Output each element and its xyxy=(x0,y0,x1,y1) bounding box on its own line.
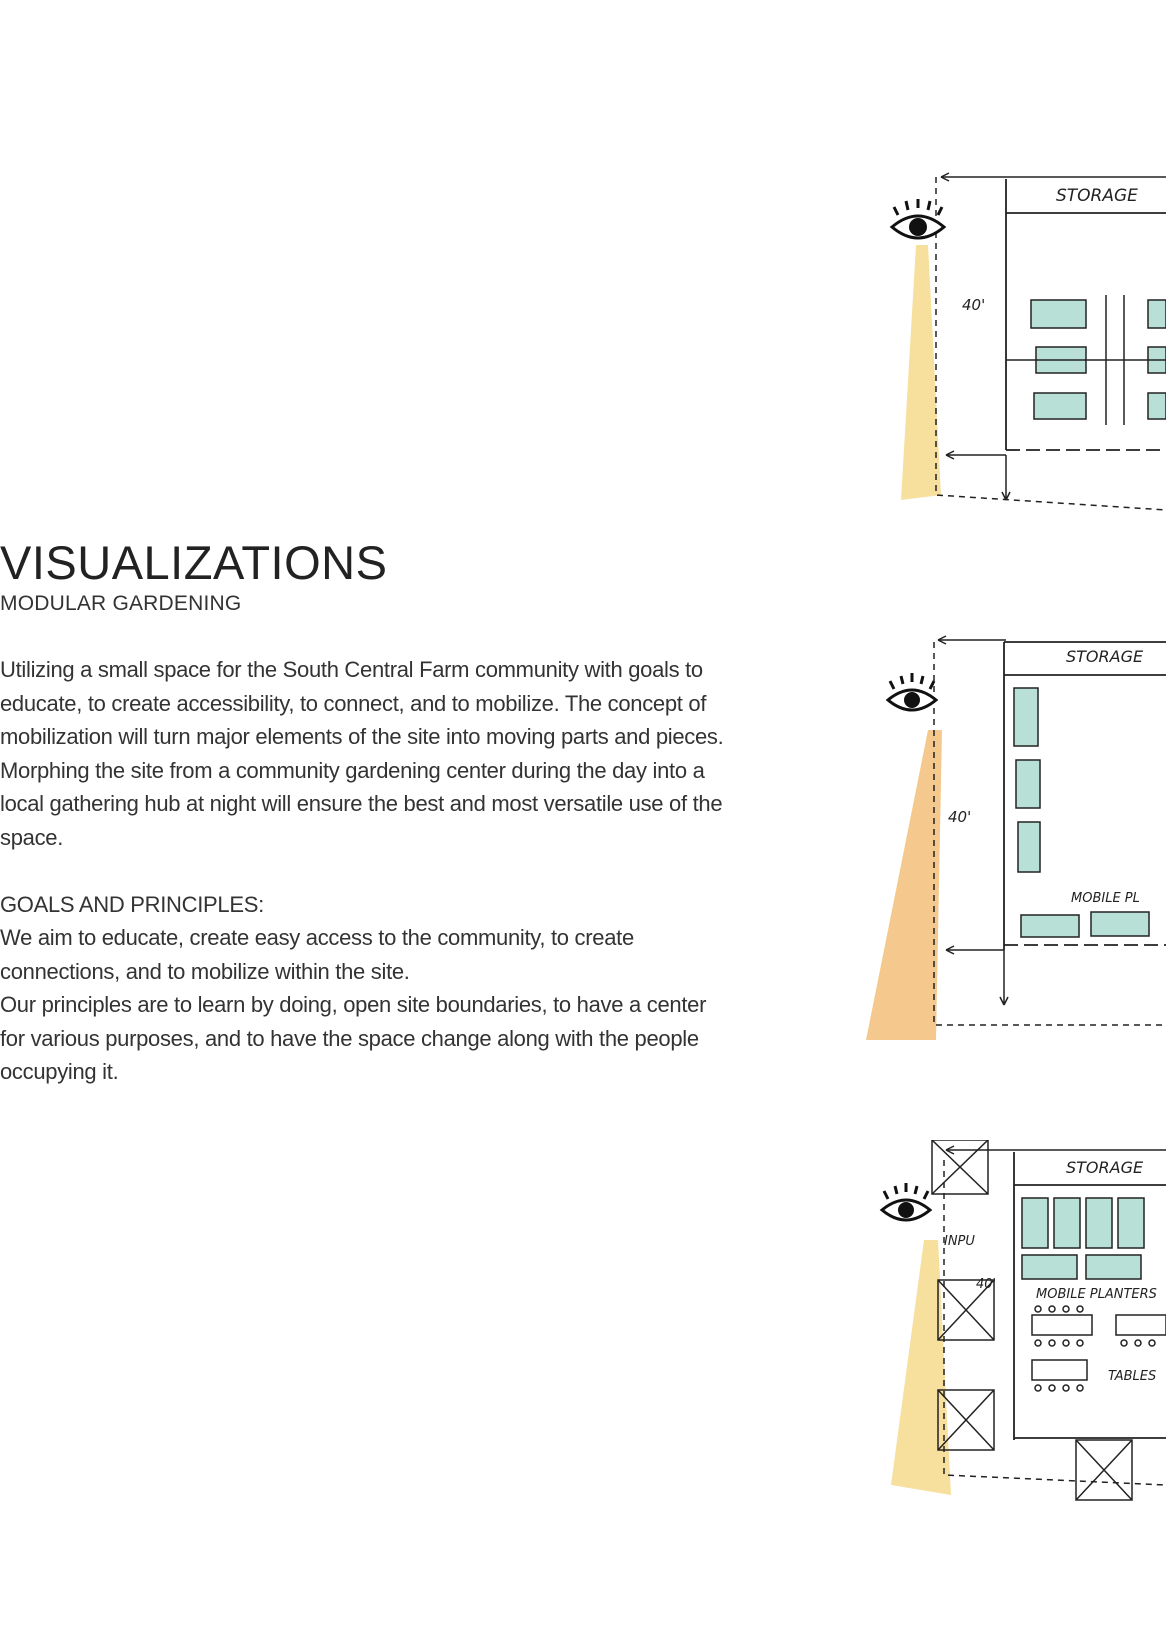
planter-group xyxy=(1022,1198,1144,1279)
entry-label: INPU xyxy=(944,1234,975,1249)
body-text xyxy=(0,653,800,1089)
intro-line: Morphing the site from a community gardening center during the day into a xyxy=(0,757,705,783)
eye-icon xyxy=(888,673,936,710)
planters-label: MOBILE PL xyxy=(1071,891,1140,906)
site-sketch-day xyxy=(866,165,1166,525)
site-sketch-night xyxy=(866,1140,1166,1510)
goals-line: for various purposes, and to have the space change along with the people xyxy=(0,1025,699,1051)
dimension-label: 40' xyxy=(962,296,986,314)
intro-line: local gathering hub at night will ensure the best and most versatile use of the xyxy=(0,791,723,816)
text-column xyxy=(0,535,800,1089)
dimension-label: 40' xyxy=(948,808,972,826)
dimension-label: 40' xyxy=(976,1277,997,1292)
storage-label: STORAGE xyxy=(1066,647,1144,666)
goals-line: Our principles are to learn by doing, open site boundaries, to have a center xyxy=(0,992,707,1017)
intro-line: Utilizing a small space for the South Central Farm community with goals to xyxy=(0,657,703,682)
eye-icon xyxy=(882,1183,930,1220)
eye-light-cone xyxy=(866,730,942,1040)
page-title: VISUALIZATIONS xyxy=(0,536,388,589)
intro-line: educate, to create accessibility, to connect, and to mobilize. The concept of xyxy=(0,690,707,716)
intro-line: mobilization will turn major elements of the site into moving parts and pieces. xyxy=(0,724,724,749)
storage-label: STORAGE xyxy=(1066,1158,1144,1177)
planters-label: MOBILE PLANTERS xyxy=(1036,1287,1157,1302)
eye-light-cone xyxy=(901,245,941,500)
goals-heading: GOALS AND PRINCIPLES: xyxy=(0,891,264,917)
page-subtitle: MODULAR GARDENING xyxy=(0,592,242,615)
goals-line: We aim to educate, create easy access to the community, to create xyxy=(0,925,634,950)
goals-line: connections, and to mobilize within the site. xyxy=(0,958,410,984)
storage-label: STORAGE xyxy=(1056,186,1138,206)
goals-line: occupying it. xyxy=(0,1059,119,1084)
eye-light-cone xyxy=(891,1240,951,1495)
tables-label: TABLES xyxy=(1108,1369,1157,1384)
intro-line: space. xyxy=(0,824,64,850)
site-sketch-transition xyxy=(866,630,1166,1040)
